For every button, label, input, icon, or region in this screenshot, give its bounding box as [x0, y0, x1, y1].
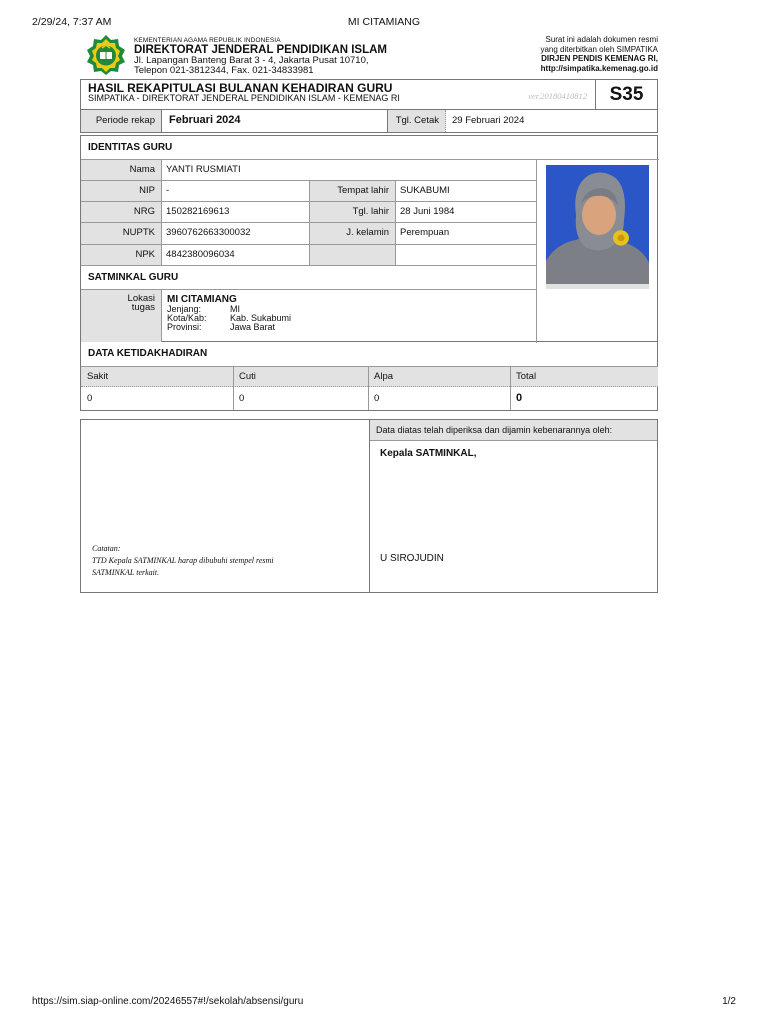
period-value: Februari 2024: [169, 114, 241, 126]
notice-url: http://simpatika.kemenag.go.id: [540, 63, 658, 73]
level-value: MI: [230, 304, 240, 314]
absence-data-section: [80, 342, 658, 411]
letterhead: [80, 34, 658, 78]
attendance-report-document: [80, 34, 658, 593]
npk-value: 4842380096034: [161, 244, 310, 266]
total-header: Total: [510, 366, 658, 387]
identity-heading: IDENTITAS GURU: [88, 142, 173, 153]
notice-issuer: DIRJEN PENDIS KEMENAG RI,: [541, 54, 658, 63]
print-footer: [32, 996, 736, 1010]
city-label: Kota/Kab:: [167, 313, 207, 323]
print-header: [32, 16, 736, 30]
report-subtitle: SIMPATIKA - DIREKTORAT JENDERAL PENDIDIKAN ISLAM - KEMENAG RI: [88, 93, 400, 103]
absence-heading: DATA KETIDAKHADIRAN: [88, 348, 208, 359]
gender-value: Perempuan: [395, 222, 537, 245]
nrg-value: 150282169613: [161, 201, 310, 223]
work-location-label-line2: tugas: [131, 302, 155, 313]
phone-line: Telepon 021-3812344, Fax. 021-34833981: [134, 65, 314, 76]
page-number: 1/2: [722, 996, 736, 1007]
note-title: Catatan:: [92, 544, 121, 553]
birthplace-label: Tempat lahir: [309, 180, 396, 202]
verification-statement: Data diatas telah diperiksa dan dijamin kebenarannya oleh:: [370, 420, 657, 441]
total-value: 0: [516, 392, 523, 404]
leave-value: 0: [239, 393, 245, 404]
address-line: Jl. Lapangan Banteng Barat 3 - 4, Jakarta Pusat 10710,: [134, 55, 369, 66]
page-url: https://sim.siap-online.com/20246557#!/sekolah/absensi/guru: [32, 996, 304, 1007]
birthdate-value: 28 Juni 1984: [395, 201, 537, 223]
name-label: Nama: [81, 159, 162, 181]
report-title: HASIL REKAPITULASI BULANAN KEHADIRAN GURU: [88, 81, 393, 95]
school-info: [167, 295, 291, 332]
birthdate-label: Tgl. lahir: [309, 201, 396, 223]
nip-label: NIP: [81, 180, 162, 202]
note-text: TTD Kepala SATMINKAL harap dibubuhi stempel resmi: [92, 556, 274, 565]
period-row: [80, 110, 658, 133]
province-value: Jawa Barat: [230, 322, 276, 332]
notice-line: Surat ini adalah dokumen resmi: [545, 35, 658, 44]
note: [92, 543, 332, 579]
notice-line: yang diterbitkan oleh SIMPATIKA: [540, 44, 658, 54]
gender-label: J. kelamin: [309, 222, 396, 245]
print-date-label: Tgl. Cetak: [387, 110, 446, 132]
print-datetime: 2/29/24, 7:37 AM: [32, 16, 112, 28]
sick-value: 0: [87, 393, 93, 404]
directorate-name: DIREKTORAT JENDERAL PENDIDIKAN ISLAM: [134, 44, 388, 56]
city-value: Kab. Sukabumi: [230, 313, 292, 323]
level-label: Jenjang:: [167, 304, 202, 314]
school-name: MI CITAMIANG: [167, 294, 237, 305]
teacher-photo: [546, 165, 649, 289]
letterhead-text: [134, 37, 387, 76]
province-label: Provinsi:: [167, 322, 202, 332]
period-label: Periode rekap: [81, 110, 162, 132]
nrg-label: NRG: [81, 201, 162, 223]
form-code: S35: [595, 79, 657, 110]
absent-header: Alpa: [368, 366, 510, 387]
empty-label-cell: [309, 244, 396, 266]
nuptk-label: NUPTK: [81, 222, 162, 245]
note-text: SATMINKAL terkait.: [92, 568, 160, 577]
report-title-box: [80, 79, 658, 110]
work-location-label: [81, 290, 162, 342]
signer-name: U SIROJUDIN: [380, 553, 444, 564]
ministry-name: KEMENTERIAN AGAMA REPUBLIK INDONESIA: [134, 37, 281, 44]
npk-label: NPK: [81, 244, 162, 266]
nip-value: -: [161, 180, 310, 202]
print-page-title: MI CITAMIANG: [347, 16, 421, 28]
absent-value: 0: [374, 393, 380, 404]
name-value: YANTI RUSMIATI: [161, 159, 537, 181]
sick-header: Sakit: [81, 366, 233, 387]
empty-value-cell: [395, 244, 537, 266]
satminkal-heading: SATMINKAL GURU: [88, 272, 179, 283]
work-location-label-line1: Lokasi: [127, 293, 155, 304]
signature-box: [80, 419, 658, 593]
leave-header: Cuti: [233, 366, 368, 387]
print-date-value: 29 Februari 2024: [452, 115, 525, 126]
version-label: ver.20180410812: [528, 91, 587, 101]
official-notice: [540, 35, 658, 73]
signer-role: Kepala SATMINKAL,: [380, 448, 477, 459]
teacher-identity-section: [80, 135, 658, 342]
birthplace-value: SUKABUMI: [395, 180, 537, 202]
nuptk-value: 3960762663300032: [161, 222, 310, 245]
kemenag-logo-icon: [83, 34, 129, 76]
